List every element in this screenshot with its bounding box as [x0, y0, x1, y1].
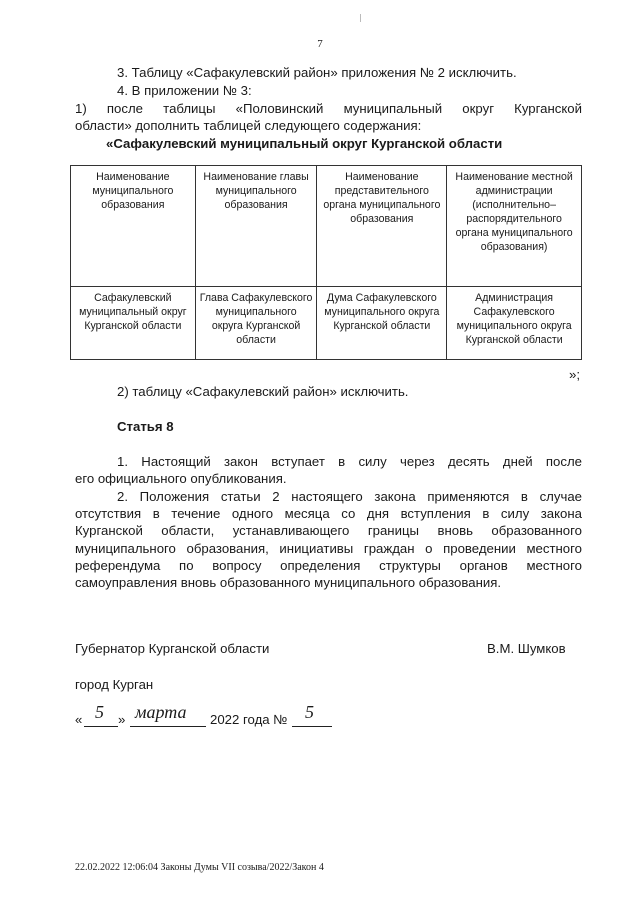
- table-closing-quote: »;: [569, 367, 580, 382]
- article-item1-line1: 1. Настоящий закон вступает в силу через десять дней после: [117, 454, 582, 469]
- table-row: [71, 287, 582, 360]
- paragraph-4-2: 2) таблицу «Сафакулевский район» исключить.: [117, 384, 409, 399]
- article-item2-line2: отсутствия в течение одного месяца со дня вступления в силу закона: [75, 506, 582, 521]
- date-open-quote: «: [75, 712, 83, 727]
- number-underline: [292, 726, 332, 727]
- article-item2-line5: референдума по вопросу определения структуры органов местного: [75, 558, 582, 573]
- date-month-underline: [130, 726, 206, 727]
- article-item2-line1: 2. Положения статьи 2 настоящего закона применяются в случае: [117, 489, 582, 504]
- paragraph-3: 3. Таблицу «Сафакулевский район» приложения № 2 исключить.: [117, 65, 517, 80]
- header-cell-municipality: Наименование муниципального образования: [71, 166, 196, 287]
- article-item2-line3: Курганской области, устанавливающего границы вновь образованного: [75, 523, 582, 538]
- article-heading: Статья 8: [117, 419, 174, 434]
- cell-representative-body: Дума Сафакулевского муниципального округа Курганской области: [317, 287, 447, 360]
- header-cell-administration: Наименование местной администрации (исполнительно–распорядительного органа муниципального образования): [447, 166, 582, 287]
- table-header-row: [71, 166, 582, 287]
- number-handwritten: 5: [305, 702, 314, 722]
- scan-mark: [360, 14, 361, 22]
- footer-stamp: 22.02.2022 12:06:04 Законы Думы VII созыва/2022/Закон 4: [75, 862, 324, 873]
- date-year-text: 2022 года №: [210, 712, 288, 727]
- page-number: 7: [317, 38, 323, 50]
- signatory-position: Губернатор Курганской области: [75, 641, 270, 656]
- header-cell-head: Наименование главы муниципального образования: [195, 166, 317, 287]
- paragraph-4-1-line2: области» дополнить таблицей следующего содержания:: [75, 118, 422, 133]
- cell-administration: Администрация Сафакулевского муниципального округа Курганской области: [447, 287, 582, 360]
- cell-municipality: Сафакулевский муниципальный округ Курганской области: [71, 287, 196, 360]
- date-month-handwritten: марта: [135, 702, 187, 722]
- municipality-table: [70, 165, 582, 360]
- header-cell-representative-body: Наименование представительного органа муниципального образования: [317, 166, 447, 287]
- article-item2-line6: самоуправления вновь образованного муниципального образования.: [75, 575, 502, 590]
- article-item1-line2: его официального опубликования.: [75, 471, 287, 486]
- date-close-quote: »: [118, 712, 126, 727]
- date-day-underline: [84, 726, 118, 727]
- article-item2-line4: муниципального образования, инициативы граждан о проведении местного: [75, 541, 582, 556]
- paragraph-4-1-line1: 1) после таблицы «Половинский муниципальный округ Курганской: [75, 101, 582, 116]
- table-title: «Сафакулевский муниципальный округ Курганской области: [106, 136, 503, 151]
- date-day-handwritten: 5: [95, 702, 104, 722]
- cell-head: Глава Сафакулевского муниципального округа Курганской области: [195, 287, 317, 360]
- paragraph-4: 4. В приложении № 3:: [117, 83, 252, 98]
- signatory-name: В.М. Шумков: [487, 641, 566, 656]
- place-of-signing: город Курган: [75, 677, 154, 692]
